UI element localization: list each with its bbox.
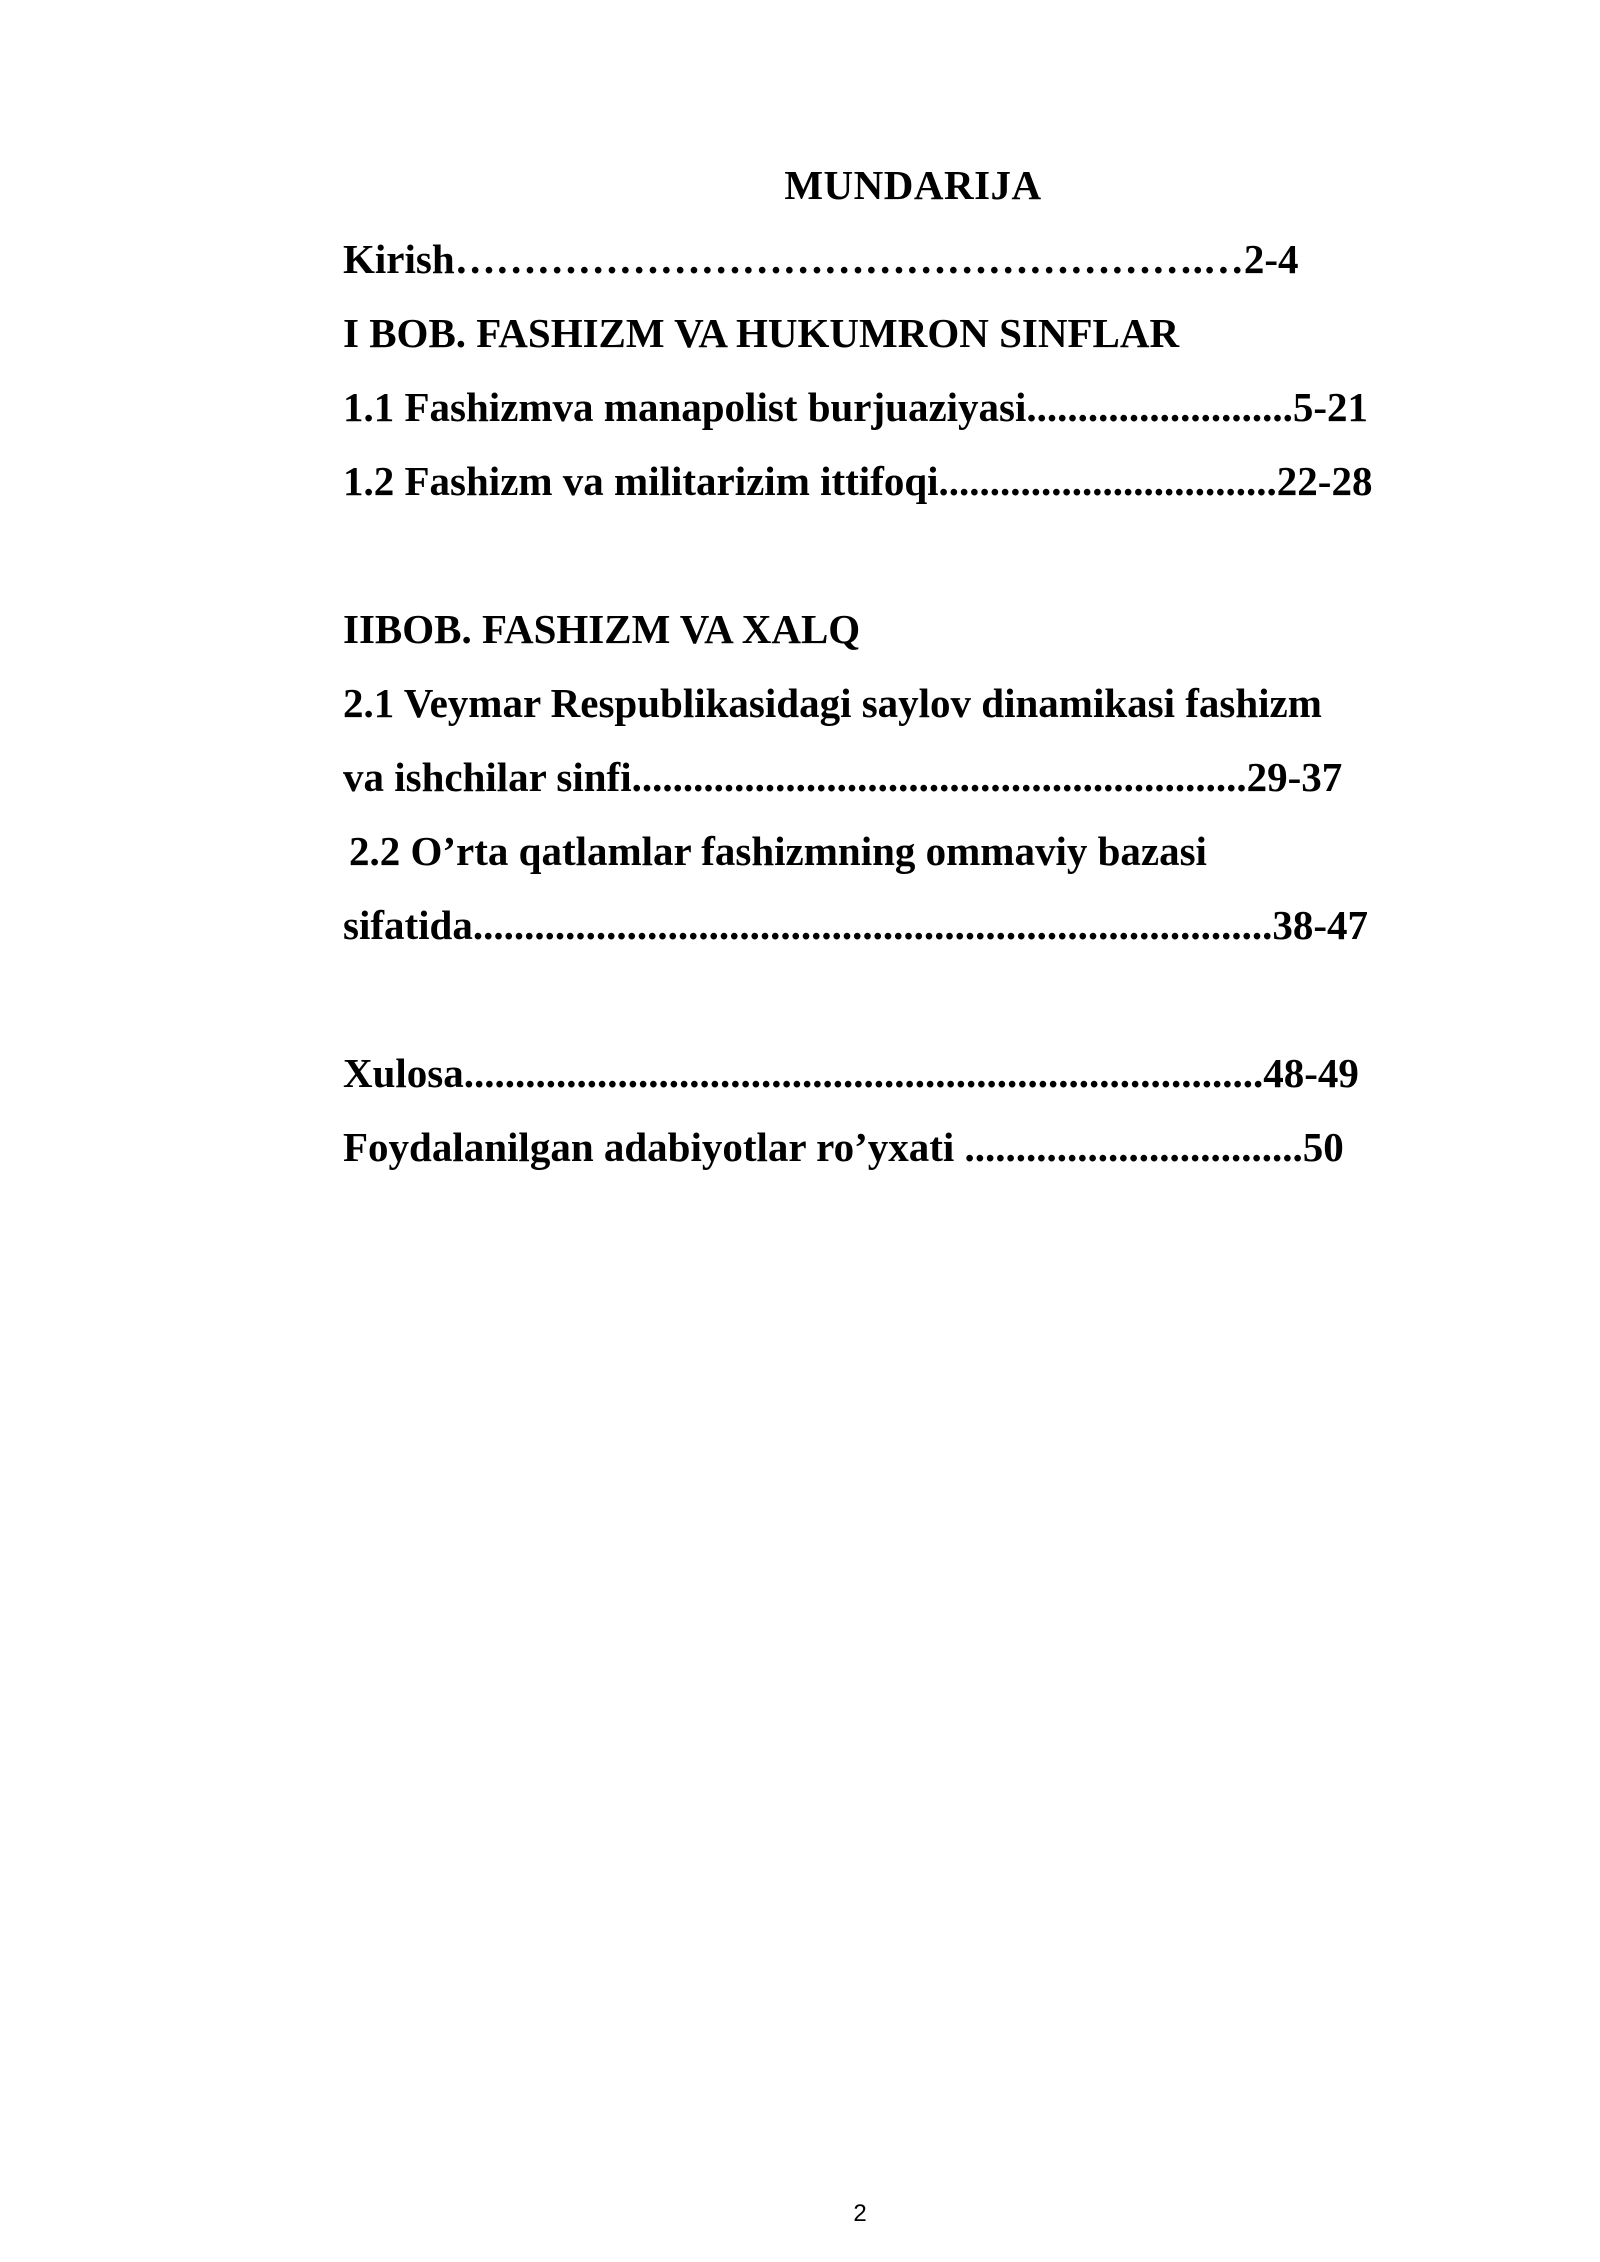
toc-entry-bibliography: Foydalanilgan adabiyotlar ro’yxati .................................50 <box>343 1124 1344 1170</box>
toc-entry-1-1: 1.1 Fashizmva manapolist burjuaziyasi..........................5-21 <box>343 384 1369 430</box>
toc-spacer <box>343 962 1433 1036</box>
toc-entry-conclusion: Xulosa..............................................................................48-49 <box>343 1050 1359 1096</box>
toc-entry-1-2: 1.2 Fashizm va militarizim ittifoqi.................................22-28 <box>343 458 1373 504</box>
toc-chapter-1-heading: I BOB. FASHIZM VA HUKUMRON SINFLAR <box>343 310 1180 356</box>
toc-entry-2-2-line-1: 2.2 O’rta qatlamlar fashizmning ommaviy bazasi <box>349 828 1207 874</box>
table-of-contents <box>343 148 1433 1184</box>
toc-entry-2-1-line-1: 2.1 Veymar Respublikasidagi saylov dinamikasi fashizm <box>343 680 1322 726</box>
toc-entry-2-2-line-2: sifatida..............................................................................38-47 <box>343 902 1368 948</box>
toc-chapter-2-heading: IIBOB. FASHIZM VA XALQ <box>343 606 861 652</box>
page-number: 2 <box>853 2200 867 2227</box>
toc-spacer <box>343 518 1433 592</box>
toc-entry-2-1-line-2: va ishchilar sinfi............................................................29-37 <box>343 754 1343 800</box>
page-title: MUNDARIJA <box>784 162 1042 208</box>
toc-entry-introduction: Kirish……………………………………………….…2-4 <box>343 236 1299 282</box>
